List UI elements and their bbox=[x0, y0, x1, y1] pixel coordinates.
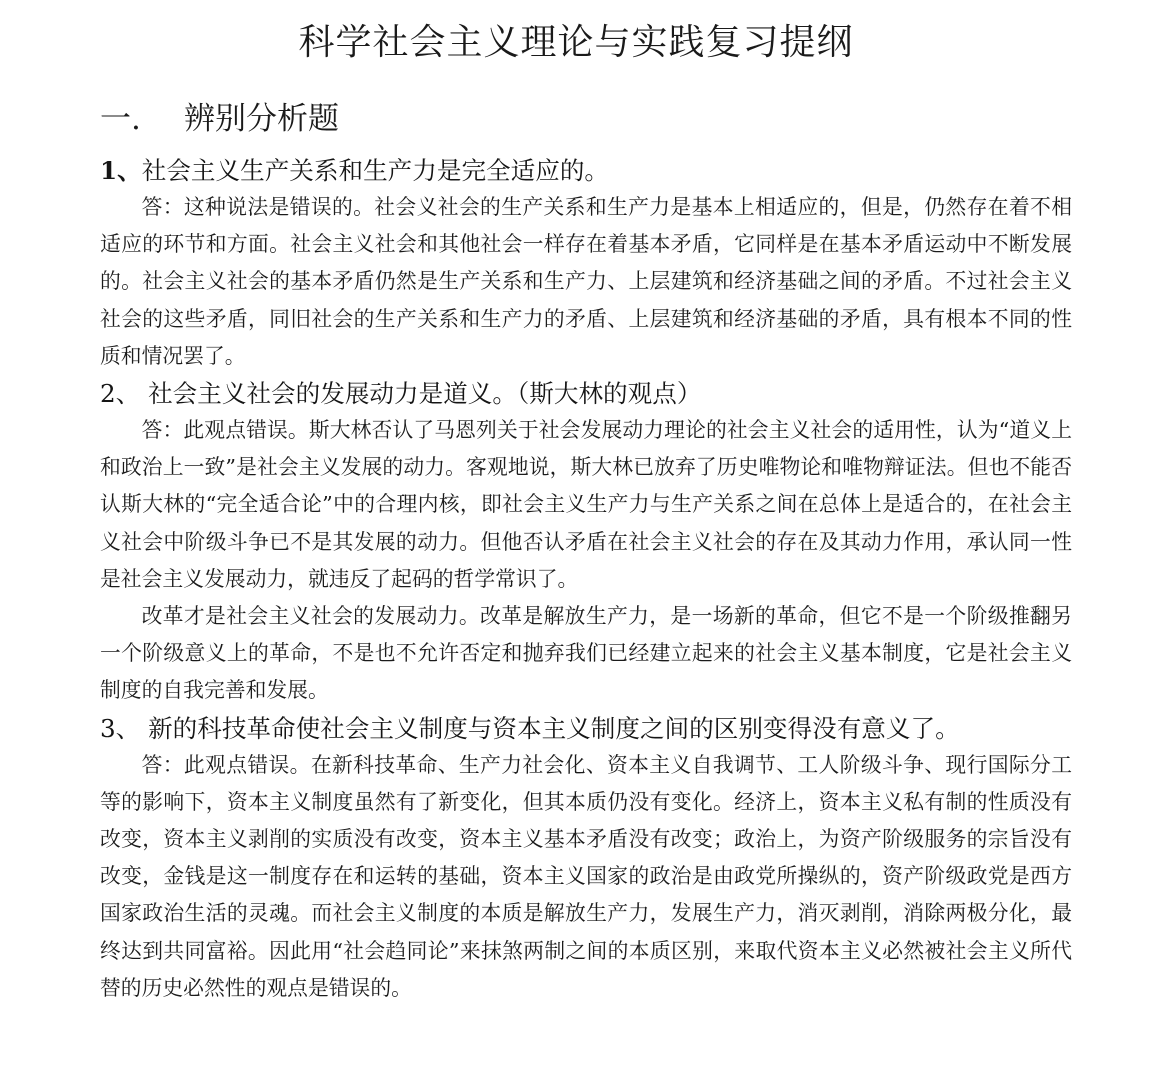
section-title: 辨别分析题 bbox=[184, 101, 339, 137]
section-number: 一. bbox=[100, 101, 141, 137]
question-2 bbox=[100, 375, 1072, 412]
answer-paragraph: 答：这种说法是错误的。社会义社会的生产关系和生产力是基本上相适应的，但是，仍然存在着不相适应的环节和方面。社会主义社会和其他社会一样存在着基本矛盾，它同样是在基本矛盾运动中不断发展的。社会主义社会的基本矛盾仍然是生产关系和生产力、上层建筑和经济基础之间的矛盾。不过社会主义社会的这些矛盾，同旧社会的生产关系和生产力的矛盾、上层建筑和经济基础的矛盾，具有根本不同的性质和情况罢了。 bbox=[100, 195, 1072, 368]
page-title: 科学社会主义理论与实践复习提纲 bbox=[298, 22, 854, 63]
document-body bbox=[100, 152, 1072, 1007]
question-text: 社会主义生产关系和生产力是完全适应的。 bbox=[141, 156, 610, 185]
section-heading bbox=[100, 96, 339, 142]
question-number: 2、 bbox=[100, 379, 141, 409]
question-3 bbox=[100, 710, 1072, 747]
question-number: 3、 bbox=[100, 713, 141, 743]
question-1 bbox=[100, 152, 1072, 189]
answer-paragraph: 改革才是社会主义社会的发展动力。改革是解放生产力，是一场新的革命，但它不是一个阶级推翻另一个阶级意义上的革命，不是也不允许否定和抛弃我们已经建立起来的社会主义基本制度，它是社会主义制度的自我完善和发展。 bbox=[100, 604, 1072, 703]
question-text: 新的科技革命使社会主义制度与资本主义制度之间的区别变得没有意义了。 bbox=[148, 713, 960, 743]
question-text: 社会主义社会的发展动力是道义。（斯大林的观点） bbox=[148, 379, 702, 409]
question-number: 1、 bbox=[100, 156, 142, 185]
answer-paragraph: 答：此观点错误。斯大林否认了马恩列关于社会发展动力理论的社会主义社会的适用性，认为“道义上和政治上一致”是社会主义发展的动力。客观地说，斯大林已放弃了历史唯物论和唯物辩证法。但也不能否认斯大林的“完全适合论”中的合理内核，即社会主义生产力与生产关系之间在总体上是适合的，在社会主义社会中阶级斗争已不是其发展的动力。但他否认矛盾在社会主义社会的存在及其动力作用，承认同一性是社会主义发展动力，就违反了起码的哲学常识了。 bbox=[100, 418, 1072, 591]
answer-paragraph: 答：此观点错误。在新科技革命、生产力社会化、资本主义自我调节、工人阶级斗争、现行国际分工等的影响下，资本主义制度虽然有了新变化，但其本质仍没有变化。经济上，资本主义私有制的性质没有改变，资本主义剥削的实质没有改变，资本主义基本矛盾没有改变；政治上，为资产阶级服务的宗旨没有改变，金钱是这一制度存在和运转的基础，资本主义国家的政治是由政党所操纵的，资产阶级政党是西方国家政治生活的灵魂。而社会主义制度的本质是解放生产力，发展生产力，消灭剥削，消除两极分化，最终达到共同富裕。因此用“社会趋同论”来抹煞两制之间的本质区别，来取代资本主义必然被社会主义所代替的历史必然性的观点是错误的。 bbox=[100, 752, 1072, 1000]
